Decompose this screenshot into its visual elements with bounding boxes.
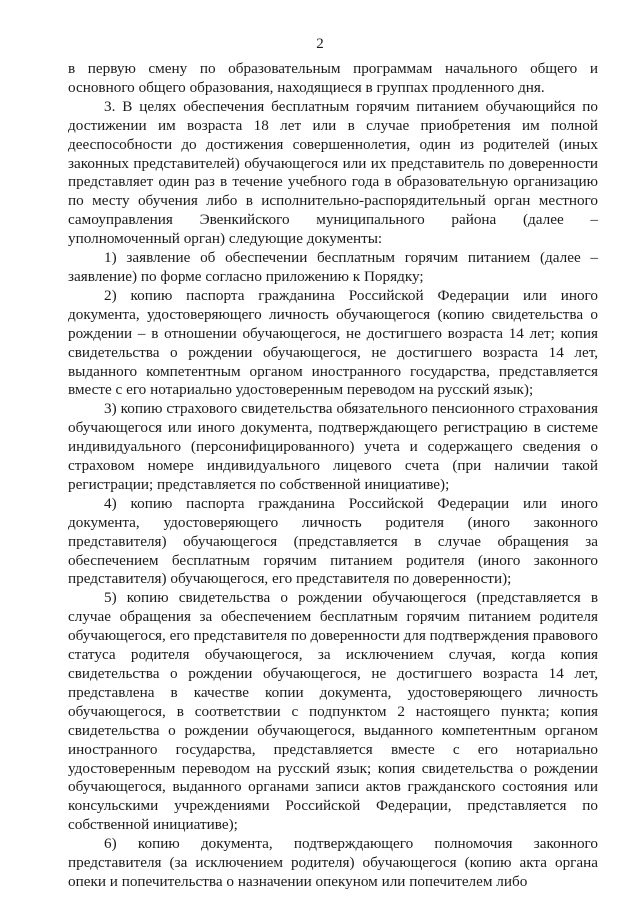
document-body — [68, 60, 598, 892]
page-number: 2 — [316, 36, 324, 52]
paragraph-subitem-5: 5) копию свидетельства о рождении обучающегося (представляется в случае обращения за обеспечением бесплатным горячим питанием родителя обучающегося, его представителя по доверенности для подтверждения правового статуса родителя обучающегося, за исключением случая, когда копия свидетельства о рождении обучающегося, не достигшего возраста 14 лет, представлена в качестве копии документа, удостоверяющего личность обучающегося, в соответствии с подпунктом 2 настоящего пункта; копия свидетельства о рождении обучающегося, выданного компетентным органом иностранного государства, представляется вместе с его нотариально удостоверенным переводом на русский язык; копия свидетельства о рождении обучающегося, выданного органами записи актов гражданского состояния или консульскими учреждениями Российской Федерации, представляется по собственной инициативе); — [68, 589, 598, 834]
paragraph-subitem-4: 4) копию паспорта гражданина Российской Федерации или иного документа, удостоверяющего личность родителя (иного законного представителя) обучающегося (представляется в случае обращения за обеспечением бесплатным горячим питанием родителя (иного законного представителя) обучающегося, его представителя по доверенности); — [68, 494, 598, 588]
paragraph-subitem-2: 2) копию паспорта гражданина Российской Федерации или иного документа, удостоверяющего личность обучающегося (копию свидетельства о рождении – в отношении обучающегося, не достигшего возраста 14 лет; копия свидетельства о рождении обучающегося, не достигшего возраста 14 лет, выданного компетентным органом иностранного государства, представляется вместе с его нотариально удостоверенным переводом на русский язык); — [68, 286, 598, 399]
paragraph-subitem-6: 6) копию документа, подтверждающего полномочия законного представителя (за исключением родителя) обучающегося (копию акта органа опеки и попечительства о назначении опекуном или попечителем либо — [68, 835, 598, 890]
paragraph-continuation: в первую смену по образовательным программам начального общего и основного общего образования, находящиеся в группах продленного дня. — [68, 60, 598, 96]
paragraph-subitem-1: 1) заявление об обеспечении бесплатным горячим питанием (далее – заявление) по форме согласно приложению к Порядку; — [68, 249, 598, 285]
paragraph-subitem-3: 3) копию страхового свидетельства обязательного пенсионного страхования обучающегося или иного документа, подтверждающего регистрацию в системе индивидуального (персонифицированного) учета и содержащего сведения о страховом номере индивидуального лицевого счета (при наличии такой регистрации; представляется по собственной инициативе); — [68, 400, 598, 493]
paragraph-item-3: 3. В целях обеспечения бесплатным горячим питанием обучающийся по достижении им возраста 18 лет или в случае приобретения им полной дееспособности до достижения совершеннолетия, один из родителей (иных законных представителей) обучающегося или их представитель по доверенности представляет один раз в течение учебного года в образовательную организацию по месту обучения либо в исполнительно-распорядительный орган местного самоуправления Эвенкийского муниципального района (далее – уполномоченный орган) следующие документы: — [68, 97, 598, 248]
